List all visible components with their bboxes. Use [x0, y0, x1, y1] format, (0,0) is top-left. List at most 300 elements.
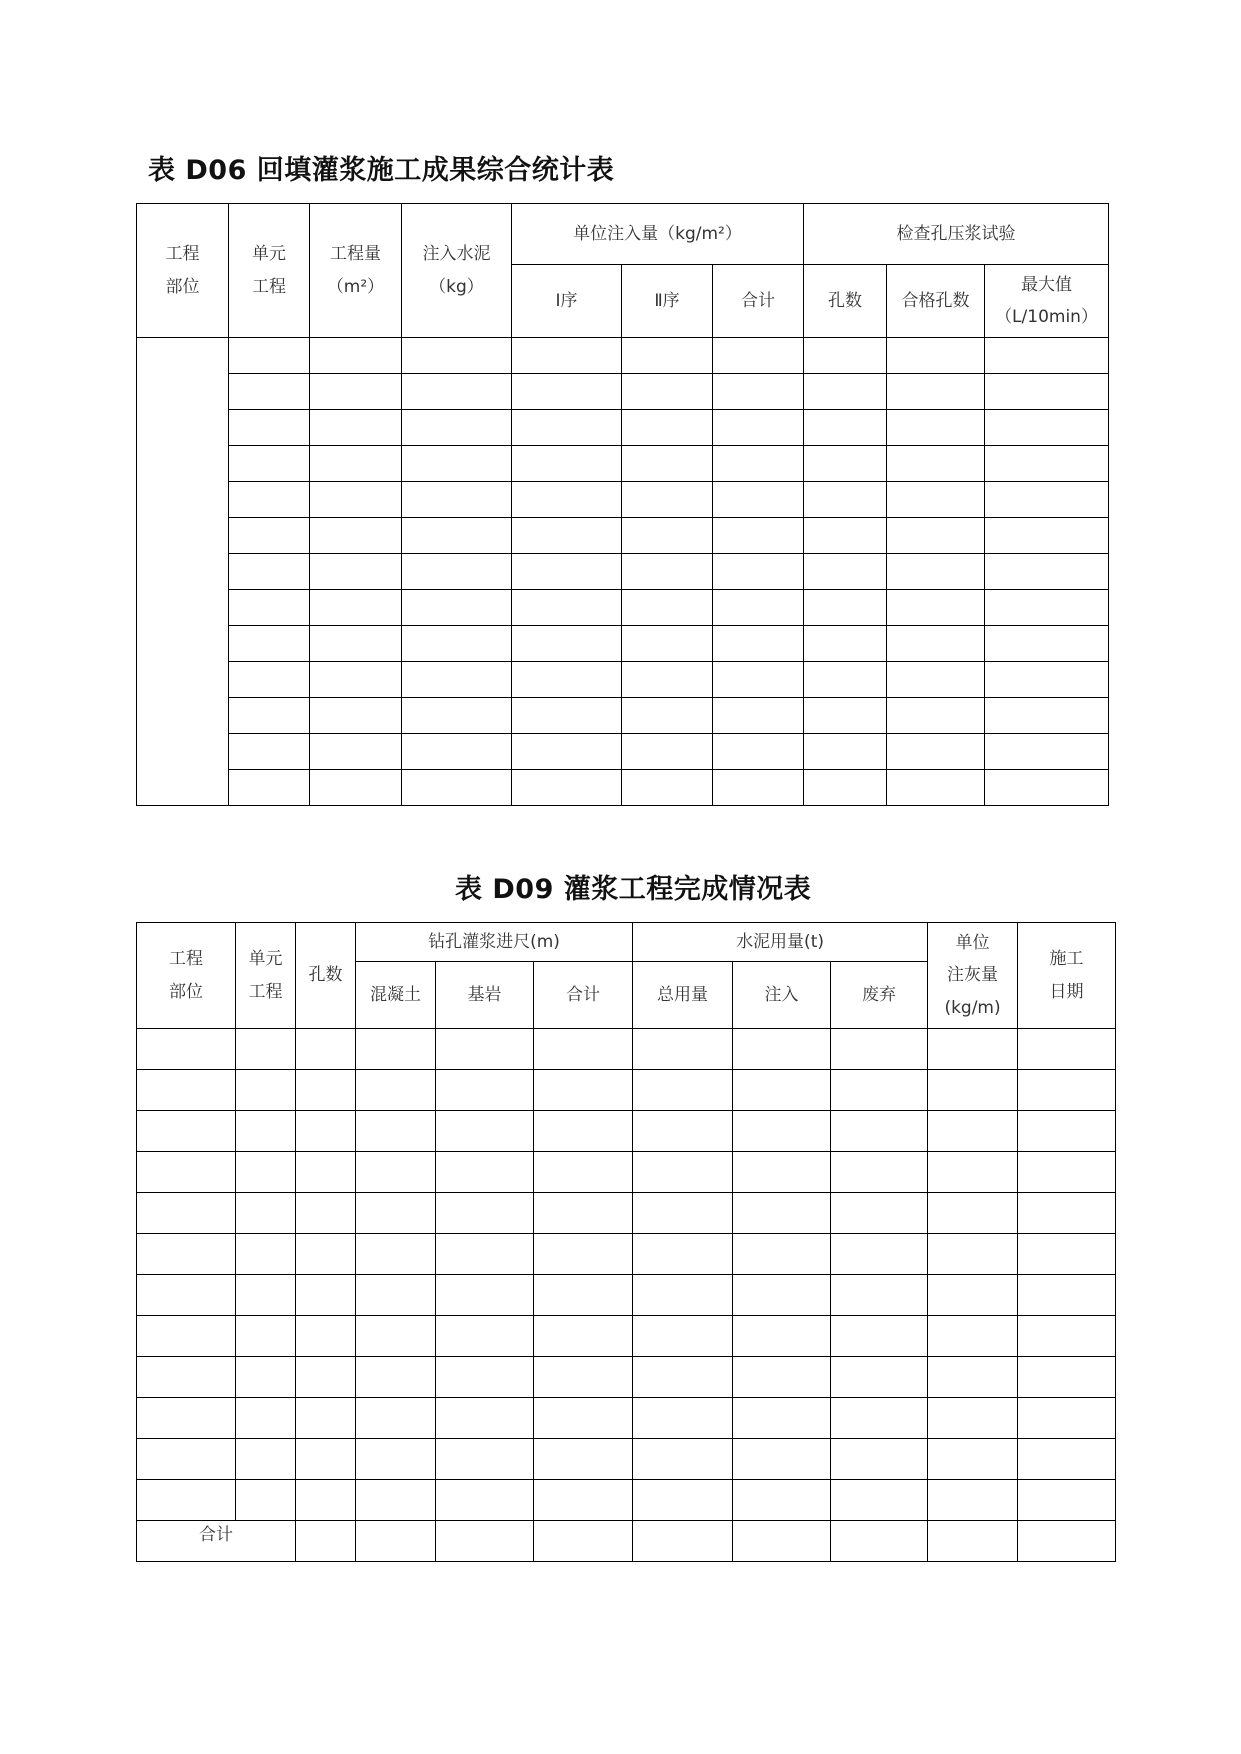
table-cell[interactable]	[236, 1480, 296, 1521]
table-cell[interactable]	[534, 1193, 633, 1234]
table-cell[interactable]	[512, 662, 622, 698]
table-cell[interactable]	[402, 698, 512, 734]
table-cell[interactable]	[296, 1275, 356, 1316]
table-cell[interactable]	[436, 1193, 534, 1234]
table-cell[interactable]	[733, 1398, 831, 1439]
table-cell[interactable]	[831, 1152, 928, 1193]
table-row	[137, 518, 1109, 554]
table-cell[interactable]	[985, 734, 1109, 770]
table-cell[interactable]	[534, 1357, 633, 1398]
table-cell[interactable]	[1018, 1111, 1116, 1152]
table-cell[interactable]	[402, 446, 512, 482]
table-cell[interactable]	[137, 1316, 236, 1357]
table-cell[interactable]	[622, 518, 713, 554]
table-row	[137, 446, 1109, 482]
table-cell[interactable]	[831, 1070, 928, 1111]
table-cell[interactable]	[887, 374, 985, 410]
table-cell[interactable]	[985, 590, 1109, 626]
cell-part-merged[interactable]	[137, 338, 229, 806]
table-cell[interactable]	[985, 770, 1109, 806]
table-cell[interactable]	[436, 1439, 534, 1480]
table-cell[interactable]	[887, 698, 985, 734]
table-cell[interactable]	[733, 1439, 831, 1480]
table-cell[interactable]	[804, 626, 887, 662]
table-cell[interactable]	[356, 1357, 436, 1398]
table-cell[interactable]	[436, 1111, 534, 1152]
table-row	[137, 770, 1109, 806]
table-cell[interactable]	[436, 1316, 534, 1357]
table-cell[interactable]	[887, 554, 985, 590]
table-cell[interactable]	[296, 1480, 356, 1521]
header-bedrock: 基岩	[436, 962, 534, 1029]
header-total: 合计	[534, 962, 633, 1029]
table-row	[137, 1029, 1116, 1070]
table-cell[interactable]	[733, 1029, 831, 1070]
table-cell[interactable]	[713, 734, 804, 770]
table-cell[interactable]	[512, 554, 622, 590]
table-cell[interactable]	[534, 1439, 633, 1480]
table-d09	[136, 922, 1116, 1562]
table-cell[interactable]	[137, 1070, 236, 1111]
table-cell[interactable]	[356, 1070, 436, 1111]
table-cell[interactable]	[887, 734, 985, 770]
table-d09-title: 表 D09 灌浆工程完成情况表	[455, 874, 812, 905]
table-row	[137, 410, 1109, 446]
table-cell[interactable]	[633, 1029, 733, 1070]
table-cell[interactable]	[229, 338, 310, 374]
table-cell[interactable]	[713, 626, 804, 662]
table-cell[interactable]	[236, 1193, 296, 1234]
table-cell[interactable]	[1018, 1070, 1116, 1111]
table-cell[interactable]	[985, 554, 1109, 590]
table-cell[interactable]	[534, 1234, 633, 1275]
table-cell[interactable]	[137, 1029, 236, 1070]
header-unit: 单元 工程	[229, 204, 310, 338]
table-cell[interactable]	[622, 410, 713, 446]
table-cell[interactable]	[512, 518, 622, 554]
table-cell[interactable]	[622, 338, 713, 374]
table-row	[137, 1316, 1116, 1357]
table-cell[interactable]	[137, 1111, 236, 1152]
table-cell[interactable]	[633, 1357, 733, 1398]
table-cell[interactable]	[436, 1152, 534, 1193]
table-cell[interactable]	[733, 1193, 831, 1234]
table-row	[137, 662, 1109, 698]
table-cell[interactable]	[137, 1193, 236, 1234]
table-cell[interactable]	[1018, 1029, 1116, 1070]
table-cell[interactable]	[804, 770, 887, 806]
table-cell[interactable]	[713, 482, 804, 518]
table-cell[interactable]	[402, 590, 512, 626]
table-row	[137, 734, 1109, 770]
table-cell[interactable]	[236, 1029, 296, 1070]
table-cell[interactable]	[236, 1070, 296, 1111]
table-cell[interactable]	[733, 1275, 831, 1316]
header-waste: 废弃	[831, 962, 928, 1029]
table-row	[137, 1398, 1116, 1439]
table-cell[interactable]	[236, 1275, 296, 1316]
table-cell[interactable]	[713, 662, 804, 698]
table-cell[interactable]	[356, 1439, 436, 1480]
table-cell[interactable]	[633, 1439, 733, 1480]
table-cell[interactable]	[229, 374, 310, 410]
table-cell[interactable]	[733, 1357, 831, 1398]
table-cell[interactable]	[713, 410, 804, 446]
table-cell[interactable]	[229, 734, 310, 770]
header-part: 工程 部位	[137, 204, 229, 338]
table-cell[interactable]	[713, 338, 804, 374]
table-cell[interactable]	[1018, 1398, 1116, 1439]
table-cell[interactable]	[831, 1316, 928, 1357]
table-cell[interactable]	[928, 1316, 1018, 1357]
table-cell[interactable]	[733, 1480, 831, 1521]
table-cell[interactable]	[356, 1480, 436, 1521]
table-cell[interactable]	[236, 1398, 296, 1439]
table-cell[interactable]	[310, 662, 402, 698]
table-cell[interactable]	[236, 1111, 296, 1152]
table-cell[interactable]	[633, 1070, 733, 1111]
header-total-usage: 总用量	[633, 962, 733, 1029]
table-row	[137, 698, 1109, 734]
table-cell[interactable]	[236, 1316, 296, 1357]
table-cell[interactable]	[356, 1316, 436, 1357]
table-cell[interactable]	[622, 590, 713, 626]
sum-cell[interactable]	[296, 1521, 356, 1562]
table-cell[interactable]	[928, 1029, 1018, 1070]
table-cell[interactable]	[713, 770, 804, 806]
table-cell[interactable]	[534, 1480, 633, 1521]
table-cell[interactable]	[356, 1029, 436, 1070]
table-cell[interactable]	[985, 338, 1109, 374]
table-cell[interactable]	[229, 446, 310, 482]
table-cell[interactable]	[436, 1357, 534, 1398]
header-quantity: 工程量 （m²）	[310, 204, 402, 338]
table-cell[interactable]	[733, 1111, 831, 1152]
sum-cell[interactable]	[831, 1521, 928, 1562]
table-cell[interactable]	[137, 1357, 236, 1398]
table-cell[interactable]	[310, 338, 402, 374]
table-cell[interactable]	[1018, 1193, 1116, 1234]
table-cell[interactable]	[831, 1480, 928, 1521]
header-holes: 孔数	[296, 923, 356, 1029]
table-cell[interactable]	[236, 1152, 296, 1193]
table-cell[interactable]	[831, 1357, 928, 1398]
header-seq1: Ⅰ序	[512, 265, 622, 338]
table-cell[interactable]	[713, 446, 804, 482]
table-cell[interactable]	[310, 518, 402, 554]
table-cell[interactable]	[137, 1234, 236, 1275]
table-cell[interactable]	[402, 626, 512, 662]
table-row	[137, 338, 1109, 374]
table-cell[interactable]	[296, 1234, 356, 1275]
table-cell[interactable]	[402, 662, 512, 698]
table-cell[interactable]	[928, 1275, 1018, 1316]
table-cell[interactable]	[713, 698, 804, 734]
header-total: 合计	[713, 265, 804, 338]
table-cell[interactable]	[985, 518, 1109, 554]
table-cell[interactable]	[137, 1398, 236, 1439]
table-cell[interactable]	[804, 662, 887, 698]
table-cell[interactable]	[229, 698, 310, 734]
table-cell[interactable]	[436, 1234, 534, 1275]
table-cell[interactable]	[229, 554, 310, 590]
table-cell[interactable]	[804, 554, 887, 590]
table-cell[interactable]	[296, 1029, 356, 1070]
table-cell[interactable]	[534, 1029, 633, 1070]
table-cell[interactable]	[633, 1152, 733, 1193]
table-cell[interactable]	[804, 410, 887, 446]
header-unit: 单元 工程	[236, 923, 296, 1029]
table-cell[interactable]	[402, 734, 512, 770]
table-cell[interactable]	[622, 626, 713, 662]
table-cell[interactable]	[229, 518, 310, 554]
table-cell[interactable]	[310, 554, 402, 590]
table-cell[interactable]	[622, 734, 713, 770]
sum-cell[interactable]	[436, 1521, 534, 1562]
table-cell[interactable]	[928, 1398, 1018, 1439]
table-cell[interactable]	[512, 626, 622, 662]
table-cell[interactable]	[402, 410, 512, 446]
table-cell[interactable]	[512, 374, 622, 410]
table-cell[interactable]	[633, 1480, 733, 1521]
sum-cell[interactable]	[928, 1521, 1018, 1562]
table-cell[interactable]	[633, 1275, 733, 1316]
table-cell[interactable]	[985, 374, 1109, 410]
table-cell[interactable]	[887, 482, 985, 518]
sum-cell[interactable]	[633, 1521, 733, 1562]
table-cell[interactable]	[296, 1193, 356, 1234]
table-cell[interactable]	[512, 410, 622, 446]
sum-cell[interactable]	[534, 1521, 633, 1562]
table-cell[interactable]	[622, 554, 713, 590]
table-cell[interactable]	[928, 1439, 1018, 1480]
table-cell[interactable]	[831, 1111, 928, 1152]
table-cell[interactable]	[310, 482, 402, 518]
table-cell[interactable]	[296, 1070, 356, 1111]
table-row	[137, 554, 1109, 590]
table-cell[interactable]	[534, 1070, 633, 1111]
table-cell[interactable]	[436, 1480, 534, 1521]
table-cell[interactable]	[296, 1111, 356, 1152]
table-cell[interactable]	[633, 1234, 733, 1275]
table-cell[interactable]	[137, 1439, 236, 1480]
table-cell[interactable]	[622, 698, 713, 734]
table-cell[interactable]	[713, 554, 804, 590]
table-cell[interactable]	[887, 446, 985, 482]
table-cell[interactable]	[296, 1398, 356, 1439]
table-cell[interactable]	[402, 770, 512, 806]
table-cell[interactable]	[137, 1275, 236, 1316]
sum-cell[interactable]	[356, 1521, 436, 1562]
table-cell[interactable]	[804, 338, 887, 374]
table-cell[interactable]	[1018, 1357, 1116, 1398]
table-cell[interactable]	[512, 446, 622, 482]
table-cell[interactable]	[534, 1275, 633, 1316]
table-cell[interactable]	[928, 1070, 1018, 1111]
table-cell[interactable]	[985, 410, 1109, 446]
table-cell[interactable]	[310, 410, 402, 446]
table-cell[interactable]	[887, 662, 985, 698]
table-cell[interactable]	[1018, 1439, 1116, 1480]
table-cell[interactable]	[310, 734, 402, 770]
table-row	[137, 590, 1109, 626]
table-cell[interactable]	[928, 1480, 1018, 1521]
table-cell[interactable]	[356, 1111, 436, 1152]
table-cell[interactable]	[229, 662, 310, 698]
table-cell[interactable]	[310, 770, 402, 806]
table-cell[interactable]	[296, 1439, 356, 1480]
table-cell[interactable]	[512, 590, 622, 626]
header-part: 工程 部位	[137, 923, 236, 1029]
table-cell[interactable]	[402, 338, 512, 374]
sum-cell[interactable]	[1018, 1521, 1116, 1562]
header-drilling: 钻孔灌浆进尺(m)	[356, 923, 633, 962]
header-unit-injection: 单位注入量（kg/m²）	[512, 204, 804, 265]
table-cell[interactable]	[436, 1275, 534, 1316]
table-cell[interactable]	[534, 1111, 633, 1152]
table-cell[interactable]	[622, 770, 713, 806]
table-cell[interactable]	[622, 446, 713, 482]
table-cell[interactable]	[622, 482, 713, 518]
table-cell[interactable]	[310, 374, 402, 410]
table-cell[interactable]	[436, 1029, 534, 1070]
table-cell[interactable]	[831, 1029, 928, 1070]
table-cell[interactable]	[137, 1152, 236, 1193]
table-cell[interactable]	[512, 734, 622, 770]
table-cell[interactable]	[804, 446, 887, 482]
table-cell[interactable]	[236, 1439, 296, 1480]
table-cell[interactable]	[633, 1398, 733, 1439]
table-cell[interactable]	[985, 446, 1109, 482]
table-cell[interactable]	[804, 590, 887, 626]
table-cell[interactable]	[1018, 1234, 1116, 1275]
table-cell[interactable]	[887, 338, 985, 374]
table-cell[interactable]	[310, 590, 402, 626]
header-holes: 孔数	[804, 265, 887, 338]
table-cell[interactable]	[928, 1357, 1018, 1398]
table-cell[interactable]	[356, 1398, 436, 1439]
table-cell[interactable]	[296, 1152, 356, 1193]
table-cell[interactable]	[887, 626, 985, 662]
table-cell[interactable]	[887, 590, 985, 626]
table-cell[interactable]	[356, 1152, 436, 1193]
table-cell[interactable]	[534, 1316, 633, 1357]
header-cement-usage: 水泥用量(t)	[633, 923, 928, 962]
table-cell[interactable]	[928, 1152, 1018, 1193]
table-cell[interactable]	[310, 698, 402, 734]
table-cell[interactable]	[512, 698, 622, 734]
table-cell[interactable]	[733, 1316, 831, 1357]
header-check-test: 检查孔压浆试验	[804, 204, 1109, 265]
table-cell[interactable]	[229, 626, 310, 662]
header-maxval: 最大值 （L/10min）	[985, 265, 1109, 338]
table-cell[interactable]	[985, 482, 1109, 518]
table-cell[interactable]	[887, 410, 985, 446]
header-qualified: 合格孔数	[887, 265, 985, 338]
sum-cell[interactable]	[733, 1521, 831, 1562]
table-cell[interactable]	[928, 1234, 1018, 1275]
table-cell[interactable]	[804, 482, 887, 518]
table-cell[interactable]	[229, 770, 310, 806]
table-cell[interactable]	[436, 1398, 534, 1439]
table-cell[interactable]	[633, 1111, 733, 1152]
table-cell[interactable]	[512, 770, 622, 806]
table-cell[interactable]	[436, 1070, 534, 1111]
table-cell[interactable]	[236, 1357, 296, 1398]
table-cell[interactable]	[831, 1275, 928, 1316]
table-cell[interactable]	[229, 482, 310, 518]
table-cell[interactable]	[887, 770, 985, 806]
table-cell[interactable]	[310, 626, 402, 662]
table-cell[interactable]	[985, 698, 1109, 734]
table-cell[interactable]	[356, 1234, 436, 1275]
table-d06	[136, 203, 1109, 806]
table-cell[interactable]	[296, 1316, 356, 1357]
table-cell[interactable]	[928, 1193, 1018, 1234]
table-cell[interactable]	[831, 1398, 928, 1439]
table-cell[interactable]	[402, 554, 512, 590]
table-row	[137, 482, 1109, 518]
table-cell[interactable]	[804, 734, 887, 770]
table-cell[interactable]	[831, 1234, 928, 1275]
table-cell[interactable]	[534, 1152, 633, 1193]
table-cell[interactable]	[804, 374, 887, 410]
table-cell[interactable]	[229, 410, 310, 446]
table-cell[interactable]	[1018, 1480, 1116, 1521]
table-cell[interactable]	[733, 1152, 831, 1193]
table-cell[interactable]	[512, 482, 622, 518]
table-cell[interactable]	[534, 1398, 633, 1439]
table-cell[interactable]	[713, 590, 804, 626]
table-cell[interactable]	[713, 374, 804, 410]
table-row	[137, 626, 1109, 662]
table-cell[interactable]	[733, 1234, 831, 1275]
table-cell[interactable]	[229, 590, 310, 626]
table-cell[interactable]	[831, 1439, 928, 1480]
table-row	[137, 1480, 1116, 1521]
table-cell[interactable]	[928, 1111, 1018, 1152]
table-cell[interactable]	[1018, 1152, 1116, 1193]
table-row	[137, 1152, 1116, 1193]
table-cell[interactable]	[633, 1316, 733, 1357]
table-cell[interactable]	[236, 1234, 296, 1275]
table-cell[interactable]	[356, 1193, 436, 1234]
table-cell[interactable]	[713, 518, 804, 554]
table-cell[interactable]	[137, 1480, 236, 1521]
table-cell[interactable]	[633, 1193, 733, 1234]
table-row	[137, 1070, 1116, 1111]
table-cell[interactable]	[831, 1193, 928, 1234]
table-cell[interactable]	[985, 626, 1109, 662]
table-cell[interactable]	[296, 1357, 356, 1398]
table-cell[interactable]	[804, 698, 887, 734]
table-cell[interactable]	[512, 338, 622, 374]
table-d06-body	[137, 338, 1109, 806]
table-cell[interactable]	[402, 374, 512, 410]
table-cell[interactable]	[1018, 1316, 1116, 1357]
table-cell[interactable]	[887, 518, 985, 554]
table-cell[interactable]	[622, 662, 713, 698]
table-cell[interactable]	[402, 482, 512, 518]
table-cell[interactable]	[1018, 1275, 1116, 1316]
table-cell[interactable]	[985, 662, 1109, 698]
table-cell[interactable]	[622, 374, 713, 410]
table-cell[interactable]	[310, 446, 402, 482]
table-cell[interactable]	[356, 1275, 436, 1316]
table-cell[interactable]	[733, 1070, 831, 1111]
table-cell[interactable]	[804, 518, 887, 554]
table-cell[interactable]	[402, 518, 512, 554]
